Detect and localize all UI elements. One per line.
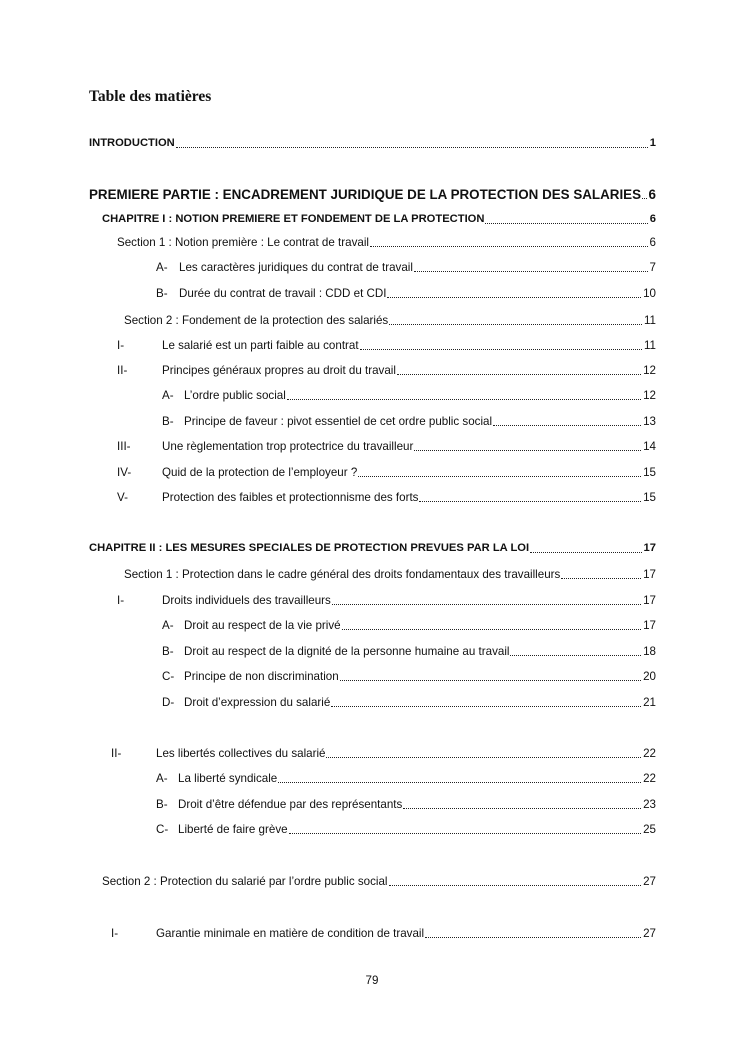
toc-entry-i-garantie-minimale[interactable] xyxy=(111,926,656,941)
leader-dots xyxy=(387,286,641,298)
toc-entry-text: Section 2 : Fondement de la protection des salariés xyxy=(124,314,389,327)
toc-entry-number: C- xyxy=(162,670,175,683)
toc-entry-number: III- xyxy=(117,440,131,453)
toc-entry-text: INTRODUCTION xyxy=(89,137,175,149)
toc-entry-page: 17 xyxy=(643,542,656,554)
toc-entry-number: B- xyxy=(156,798,168,811)
toc-entry-page: 6 xyxy=(649,213,656,225)
toc-entry-a-vie-privee[interactable] xyxy=(162,618,656,633)
leader-dots xyxy=(403,797,641,809)
toc-entry-page: 17 xyxy=(643,568,656,581)
toc-entry-text: Droits individuels des travailleurs xyxy=(162,594,331,607)
toc-entry-page: 23 xyxy=(643,798,656,811)
toc-entry-text: Droit d’être défendue par des représentants xyxy=(178,798,403,811)
leader-dots xyxy=(370,235,648,247)
leader-dots xyxy=(342,618,642,630)
toc-entry-text: Le salarié est un parti faible au contrat xyxy=(162,339,359,352)
toc-entry-number: II- xyxy=(117,364,128,377)
leader-dots xyxy=(331,695,641,707)
toc-entry-page: 14 xyxy=(643,440,656,453)
toc-entry-page: 1 xyxy=(649,137,656,149)
toc-entry-page: 6 xyxy=(649,236,656,249)
toc-entry-ii-principes[interactable] xyxy=(117,363,656,378)
toc-entry-page: 22 xyxy=(643,747,656,760)
toc-entry-page: 15 xyxy=(643,491,656,504)
leader-dots xyxy=(419,490,641,502)
toc-title: Table des matières xyxy=(89,88,212,105)
toc-entry-text: Section 1 : Notion première : Le contrat de travail xyxy=(117,236,369,249)
leader-dots xyxy=(389,313,642,325)
toc-entry-page: 27 xyxy=(643,927,656,940)
toc-entry-number: B- xyxy=(162,415,174,428)
leader-dots xyxy=(510,644,641,656)
toc-entry-text: Droit d’expression du salarié xyxy=(184,696,331,709)
toc-entry-number: I- xyxy=(111,927,119,940)
leader-dots xyxy=(530,541,641,553)
toc-entry-c-greve[interactable] xyxy=(156,822,656,837)
toc-entry-a-ordre-public[interactable] xyxy=(162,388,656,403)
toc-entry-text: Liberté de faire grève xyxy=(178,823,288,836)
toc-entry-ch2-section-2[interactable] xyxy=(102,874,656,889)
toc-entry-text: Protection des faibles et protectionnisme des forts xyxy=(162,491,419,504)
toc-entry-text: CHAPITRE I : NOTION PREMIERE ET FONDEMENT DE LA PROTECTION xyxy=(102,213,485,225)
toc-entry-page: 12 xyxy=(643,389,656,402)
toc-entry-number: A- xyxy=(162,619,174,632)
toc-entry-page: 17 xyxy=(643,619,656,632)
toc-entry-page: 20 xyxy=(643,670,656,683)
toc-entry-page: 17 xyxy=(643,594,656,607)
toc-entry-page: 11 xyxy=(643,339,656,352)
toc-entry-number: I- xyxy=(117,594,125,607)
leader-dots xyxy=(389,874,642,886)
toc-entry-number: I- xyxy=(117,339,125,352)
toc-entry-text: PREMIERE PARTIE : ENCADREMENT JURIDIQUE DE LA PROTECTION DES SALARIES xyxy=(89,187,642,202)
toc-entry-number: II- xyxy=(111,747,122,760)
toc-entry-text: CHAPITRE II : LES MESURES SPECIALES DE PROTECTION PREVUES PAR LA LOI xyxy=(89,542,530,554)
toc-entry-page: 13 xyxy=(643,415,656,428)
toc-entry-text: Durée du contrat de travail : CDD et CDI xyxy=(179,287,387,300)
toc-entry-d-expression[interactable] xyxy=(162,695,656,710)
leader-dots xyxy=(332,593,641,605)
toc-entry-text: Une règlementation trop protectrice du travailleur xyxy=(162,440,414,453)
leader-dots xyxy=(289,822,642,834)
leader-dots xyxy=(493,414,641,426)
leader-dots xyxy=(326,746,641,758)
toc-entry-section-2[interactable] xyxy=(124,313,656,328)
toc-entry-text: Les libertés collectives du salarié xyxy=(156,747,326,760)
leader-dots xyxy=(642,187,647,199)
toc-entry-c-non-discrimination[interactable] xyxy=(162,669,656,684)
leader-dots xyxy=(397,363,641,375)
toc-entry-number: B- xyxy=(162,645,174,658)
toc-entry-premiere-partie[interactable] xyxy=(89,187,656,202)
toc-entry-page: 7 xyxy=(649,261,656,274)
toc-entry-page: 25 xyxy=(643,823,656,836)
leader-dots xyxy=(425,926,641,938)
toc-entry-number: A- xyxy=(156,772,168,785)
toc-entry-page: 6 xyxy=(648,187,656,202)
leader-dots xyxy=(485,212,647,224)
leader-dots xyxy=(278,771,641,783)
toc-entry-number: B- xyxy=(156,287,168,300)
toc-entry-chapitre-2[interactable] xyxy=(89,541,656,556)
toc-entry-iii-reglementation[interactable] xyxy=(117,439,656,454)
toc-entry-text: Les caractères juridiques du contrat de travail xyxy=(179,261,413,274)
leader-dots xyxy=(358,465,641,477)
toc-entry-text: Garantie minimale en matière de condition de travail xyxy=(156,927,425,940)
toc-entry-a-liberte-syndicale[interactable] xyxy=(156,771,656,786)
toc-entry-number: D- xyxy=(162,696,175,709)
toc-entry-iv-employeur[interactable] xyxy=(117,465,656,480)
toc-entry-page: 21 xyxy=(643,696,656,709)
toc-entry-number: A- xyxy=(162,389,174,402)
leader-dots xyxy=(340,669,641,681)
toc-entry-text: Quid de la protection de l’employeur ? xyxy=(162,466,358,479)
leader-dots xyxy=(176,136,648,148)
toc-entry-b-representants[interactable] xyxy=(156,797,656,812)
leader-dots xyxy=(561,567,641,579)
toc-entry-i-salarie[interactable] xyxy=(117,338,656,353)
toc-entry-chapitre-1[interactable] xyxy=(102,212,656,227)
toc-entry-text: Section 2 : Protection du salarié par l’ordre public social xyxy=(102,875,388,888)
toc-entry-ch2-section-1[interactable] xyxy=(124,567,656,582)
toc-entry-b-duree[interactable] xyxy=(156,286,656,301)
toc-entry-text: L’ordre public social xyxy=(184,389,286,402)
toc-entry-text: Principe de non discrimination xyxy=(184,670,339,683)
toc-entry-text: La liberté syndicale xyxy=(178,772,278,785)
toc-entry-number: V- xyxy=(117,491,128,504)
toc-entry-page: 27 xyxy=(643,875,656,888)
toc-entry-text: Droit au respect de la dignité de la personne humaine au travail xyxy=(184,645,510,658)
toc-entry-a-caracteres[interactable] xyxy=(156,260,656,275)
toc-entry-text: Principe de faveur : pivot essentiel de cet ordre public social xyxy=(184,415,493,428)
toc-entry-v-faibles[interactable] xyxy=(117,490,656,505)
leader-dots xyxy=(414,260,648,272)
toc-entry-i-droits-individuels[interactable] xyxy=(117,593,656,608)
toc-entry-number: A- xyxy=(156,261,168,274)
toc-entry-introduction[interactable] xyxy=(89,136,656,151)
toc-entry-text: Principes généraux propres au droit du travail xyxy=(162,364,396,377)
toc-entry-ii-libertes-collectives[interactable] xyxy=(111,746,656,761)
toc-entry-page: 12 xyxy=(643,364,656,377)
toc-entry-number: IV- xyxy=(117,466,132,479)
toc-entry-text: Droit au respect de la vie privé xyxy=(184,619,341,632)
page-number: 79 xyxy=(365,974,379,987)
toc-entry-page: 18 xyxy=(643,645,656,658)
toc-entry-section-1[interactable] xyxy=(117,235,656,250)
toc-entry-page: 22 xyxy=(643,772,656,785)
leader-dots xyxy=(414,439,641,451)
toc-entry-b-principe-faveur[interactable] xyxy=(162,414,656,429)
toc-entry-text: Section 1 : Protection dans le cadre général des droits fondamentaux des travailleurs xyxy=(124,568,561,581)
leader-dots xyxy=(287,388,641,400)
toc-entry-b-dignite[interactable] xyxy=(162,644,656,659)
toc-entry-number: C- xyxy=(156,823,169,836)
toc-entry-page: 11 xyxy=(643,314,656,327)
toc-entry-page: 10 xyxy=(643,287,656,300)
toc-entry-page: 15 xyxy=(643,466,656,479)
leader-dots xyxy=(360,338,642,350)
